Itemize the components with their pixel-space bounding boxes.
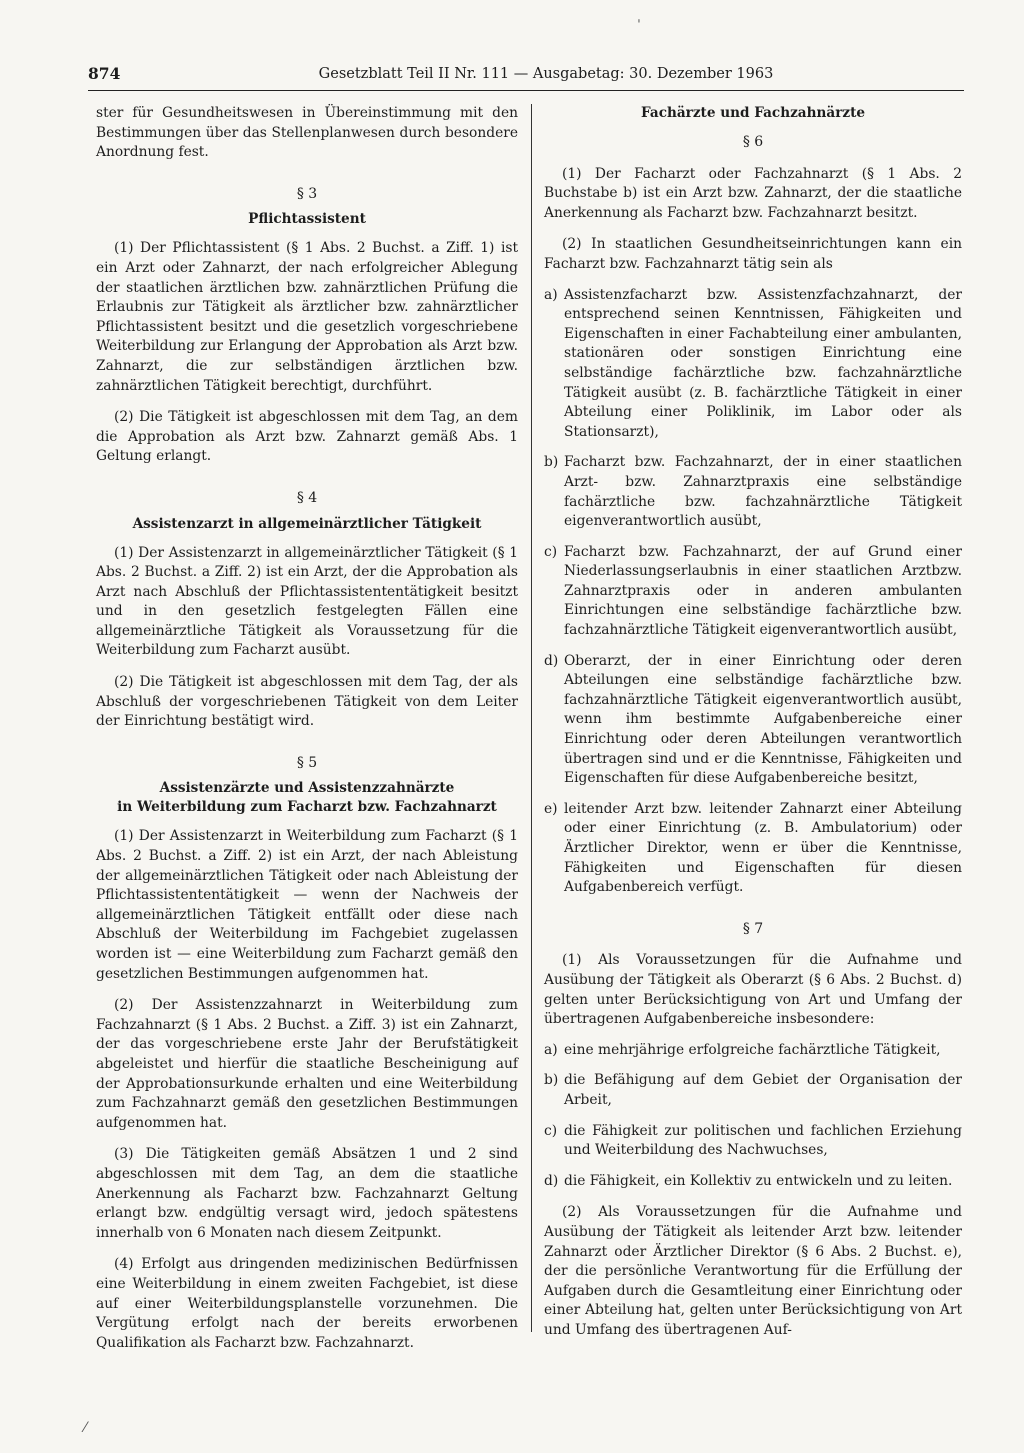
scan-speck: ⁄ bbox=[84, 1420, 87, 1436]
list-item-label: a) bbox=[544, 286, 558, 303]
list-item bbox=[544, 453, 962, 531]
list-item-text: Facharzt bzw. Fachzahnarzt, der in einer staatlichen Arzt- bzw. Zahnarztpraxis eine selbständige fachärztliche bzw. fachzahnärztliche Tätigkeit eigenverantwortlich ausübt, bbox=[564, 454, 962, 530]
section-7-number: § 7 bbox=[742, 920, 764, 937]
list-item-text: leitender Arzt bzw. leitender Zahnarzt einer Abteilung oder einer Einrichtung (z. B. Ambulatorium) oder Ärztlicher Direktor, wenn er über die Kenntnisse, Fähigkeiten und Eigenschaften für diesen Aufgabenbereich verfügt. bbox=[564, 800, 962, 896]
section-3-paragraph-2: (2) Die Tätigkeit ist abgeschlossen mit dem Tag, an dem die Approbation als Arzt bzw. Zahnarzt gemäß Abs. 1 Geltung erlangt. bbox=[96, 409, 518, 465]
section-7-paragraph-1: (1) Als Voraussetzungen für die Aufnahme und Ausübung der Tätigkeit als Oberarzt (§ 6 Abs. 2 Buchst. d) gelten unter Berücksichtigung von Art und Umfang der übertragenen Aufgabenbereiche insbesondere: bbox=[544, 952, 962, 1028]
list-item-label: a) bbox=[544, 1041, 558, 1058]
column-divider bbox=[531, 104, 532, 1332]
list-item bbox=[544, 1071, 962, 1110]
list-item bbox=[544, 800, 962, 898]
section-7-list bbox=[544, 1041, 962, 1192]
list-item-label: d) bbox=[544, 1172, 559, 1189]
list-item-text: die Fähigkeit zur politischen und fachlichen Erziehung und Weiterbildung des Nachwuchses, bbox=[564, 1122, 962, 1159]
section-3-heading: Pflichtassistent bbox=[248, 211, 366, 228]
section-5-heading-line-2: in Weiterbildung zum Facharzt bzw. Fachzahnarzt bbox=[117, 799, 497, 816]
section-5-paragraph-1: (1) Der Assistenzarzt in Weiterbildung zum Facharzt (§ 1 Abs. 2 Buchst. a Ziff. 2) ist ein Arzt, der nach Ableistung der allgemeinärztlichen Tätigkeit oder nach Ableistung der Pflichtassistententätigkeit — wenn der Nachweis der allgemeinärztlichen Tätigkeit entfällt oder diese nach Abschluß der Weiterbildung im Fachgebiet zugelassen worden ist — eine Weiterbildung zum Facharzt gemäß den gesetzlichen Bestimmungen aufgenommen hat. bbox=[96, 828, 518, 982]
list-item-text: die Befähigung auf dem Gebiet der Organisation der Arbeit, bbox=[564, 1072, 962, 1108]
intro-paragraph: ster für Gesundheitswesen in Übereinstimmung mit den Bestimmungen über das Stellenplanwesen durch besondere Anordnung fest. bbox=[96, 105, 518, 161]
list-item-text: die Fähigkeit, ein Kollektiv zu entwickeln und zu leiten. bbox=[564, 1172, 953, 1189]
group-heading: Fachärzte und Fachzahnärzte bbox=[640, 105, 866, 121]
section-3-number: § 3 bbox=[296, 185, 318, 202]
list-item-label: c) bbox=[544, 1122, 558, 1139]
section-6-paragraph-2: (2) In staatlichen Gesundheitseinrichtungen kann ein Facharzt bzw. Fachzahnarzt tätig sein als bbox=[544, 236, 962, 272]
section-4-paragraph-2: (2) Die Tätigkeit ist abgeschlossen mit dem Tag, der als Abschluß der vorgeschriebenen Tätigkeit von dem Leiter der Einrichtung bestätigt wird. bbox=[96, 674, 518, 730]
list-item bbox=[544, 1172, 962, 1192]
list-item-label: e) bbox=[544, 800, 558, 817]
section-5-paragraph-2: (2) Der Assistenzzahnarzt in Weiterbildung zum Fachzahnarzt (§ 1 Abs. 2 Buchst. a Ziff. 3) ist ein Zahnarzt, der das vorgeschriebene erste Jahr der Berufstätigkeit abgeleistet und hierfür die staatliche Bescheinigung auf der Approbationsurkunde erhalten und eine Weiterbildung zum Fachzahnarzt gemäß den gesetzlichen Bestimmungen aufgenommen hat. bbox=[96, 997, 518, 1131]
left-column bbox=[96, 104, 518, 1353]
section-5-number: § 5 bbox=[296, 754, 318, 771]
section-4-paragraph-1: (1) Der Assistenzarzt in allgemeinärztlicher Tätigkeit (§ 1 Abs. 2 Buchst. a Ziff. 2) ist ein Arzt, der die Approbation als Arzt nach Abschluß der Pflichtassistententätigkeit besitzt und in den gesetzlich festgelegten Fällen eine allgemeinärztliche Tätigkeit als Voraussetzung für die Weiterbildung zum Facharzt ausübt. bbox=[96, 544, 518, 659]
list-item-text: Oberarzt, der in einer Einrichtung oder deren Abteilungen eine selbständige fachärztliche bzw. fachzahnärztliche Tätigkeit eigenverantwortlich ausübt, wenn ihm bestimmte Aufgabenbereiche einer Einrichtung oder deren Abteilungen verantwortlich übertragen sind und er die Kenntnisse, Fähigkeiten und Eigenschaften für diese Aufgabenbereiche besitzt, bbox=[564, 652, 962, 787]
section-7-paragraph-2: (2) Als Voraussetzungen für die Aufnahme und Ausübung der Tätigkeit als leitender Arzt bzw. leitender Zahnarzt oder Ärztlicher Direktor (§ 6 Abs. 2 Buchst. e), der die persönliche Verantwortung für die Erfüllung der Aufgaben durch die Gesamtleitung einer Einrichtung oder einer Abteilung hat, gelten unter Berücksichtigung von Art und Umfang des übertragenen Auf- bbox=[544, 1204, 962, 1338]
section-3-paragraph-1: (1) Der Pflichtassistent (§ 1 Abs. 2 Buchst. a Ziff. 1) ist ein Arzt oder Zahnarzt, der nach erfolgreicher Ablegung der staatlichen ärztlichen bzw. zahnärztlichen Prüfung die Erlaubnis zur Tätigkeit als ärztlicher bzw. zahnärztlicher Pflichtassistent besitzt und die gesetzlich vorgeschriebene Weiterbildung zur Erlangung der Approbation als Arzt bzw. Zahnarzt, die zur selbständigen ärztlichen bzw. zahnärztlichen Tätigkeit berechtigt, durchführt. bbox=[96, 240, 518, 394]
list-item-text: Assistenzfacharzt bzw. Assistenzfachzahnarzt, der entsprechend seinen Kenntnissen, Fähigkeiten und Eigenschaften in einer Fachabteilung einer ambulanten, stationären oder sonstigen Einrichtung eine selbständige fachärztliche bzw. fachzahnärztliche Tätigkeit ausübt (z. B. fachärztliche Tätigkeit in einer Abteilung einer Poliklinik, im Labor oder als Stationsarzt), bbox=[564, 286, 962, 440]
section-5-heading-line-1: Assistenzärzte und Assistenzzahnärzte bbox=[159, 780, 455, 797]
page-header bbox=[88, 62, 964, 91]
list-item bbox=[544, 1122, 962, 1161]
section-5-paragraph-4: (4) Erfolgt aus dringenden medizinischen Bedürfnissen eine Weiterbildung in einem zweiten Fachgebiet, ist diese auf einer Weiterbildungsplanstelle vorzunehmen. Die Vergütung erfolgt nach der bereits erworbenen Qualifikation als Facharzt bzw. Fachzahnarzt. bbox=[96, 1256, 518, 1351]
section-6-list bbox=[544, 286, 962, 898]
section-6-paragraph-1: (1) Der Facharzt oder Fachzahnarzt (§ 1 Abs. 2 Buchstabe b) ist ein Arzt bzw. Zahnarzt, der die staatliche Anerkennung als Facharzt bzw. Fachzahnarzt besitzt. bbox=[544, 165, 962, 221]
section-6-number: § 6 bbox=[742, 134, 764, 150]
section-4-number: § 4 bbox=[296, 489, 318, 506]
list-item-text: Facharzt bzw. Fachzahnarzt, der auf Grund einer Niederlassungserlaubnis in einer staatlichen Arztbzw. Zahnarztpraxis oder in anderen ambulanten Einrichtungen eine selbständige fachärztliche bzw. fachzahnärztliche Tätigkeit eigenverantwortlich ausübt, bbox=[564, 543, 962, 639]
list-item bbox=[544, 543, 962, 641]
list-item bbox=[544, 652, 962, 789]
section-5-heading bbox=[96, 779, 518, 817]
list-item-label: b) bbox=[544, 1072, 559, 1089]
section-4-heading: Assistenzarzt in allgemeinärztlicher Tätigkeit bbox=[132, 515, 482, 532]
right-column bbox=[544, 104, 962, 1340]
list-item-label: c) bbox=[544, 543, 558, 560]
page-number: 874 bbox=[88, 64, 121, 83]
list-item-text: eine mehrjährige erfolgreiche fachärztliche Tätigkeit, bbox=[564, 1041, 941, 1058]
header-title: Gesetzblatt Teil II Nr. 111 — Ausgabetag: 30. Dezember 1963 bbox=[318, 66, 774, 82]
list-item-label: b) bbox=[544, 454, 559, 471]
section-5-paragraph-3: (3) Die Tätigkeiten gemäß Absätzen 1 und 2 sind abgeschlossen mit dem Tag, an dem die staatliche Anerkennung als Facharzt bzw. Fachzahnarzt Geltung erlangt bzw. endgültig versagt wird, jedoch spätestens innerhalb von 6 Monaten nach diesem Zeitpunkt. bbox=[96, 1146, 518, 1241]
list-item bbox=[544, 286, 962, 443]
scan-speck: ˈ bbox=[637, 18, 641, 34]
list-item bbox=[544, 1041, 962, 1061]
list-item-label: d) bbox=[544, 652, 559, 669]
